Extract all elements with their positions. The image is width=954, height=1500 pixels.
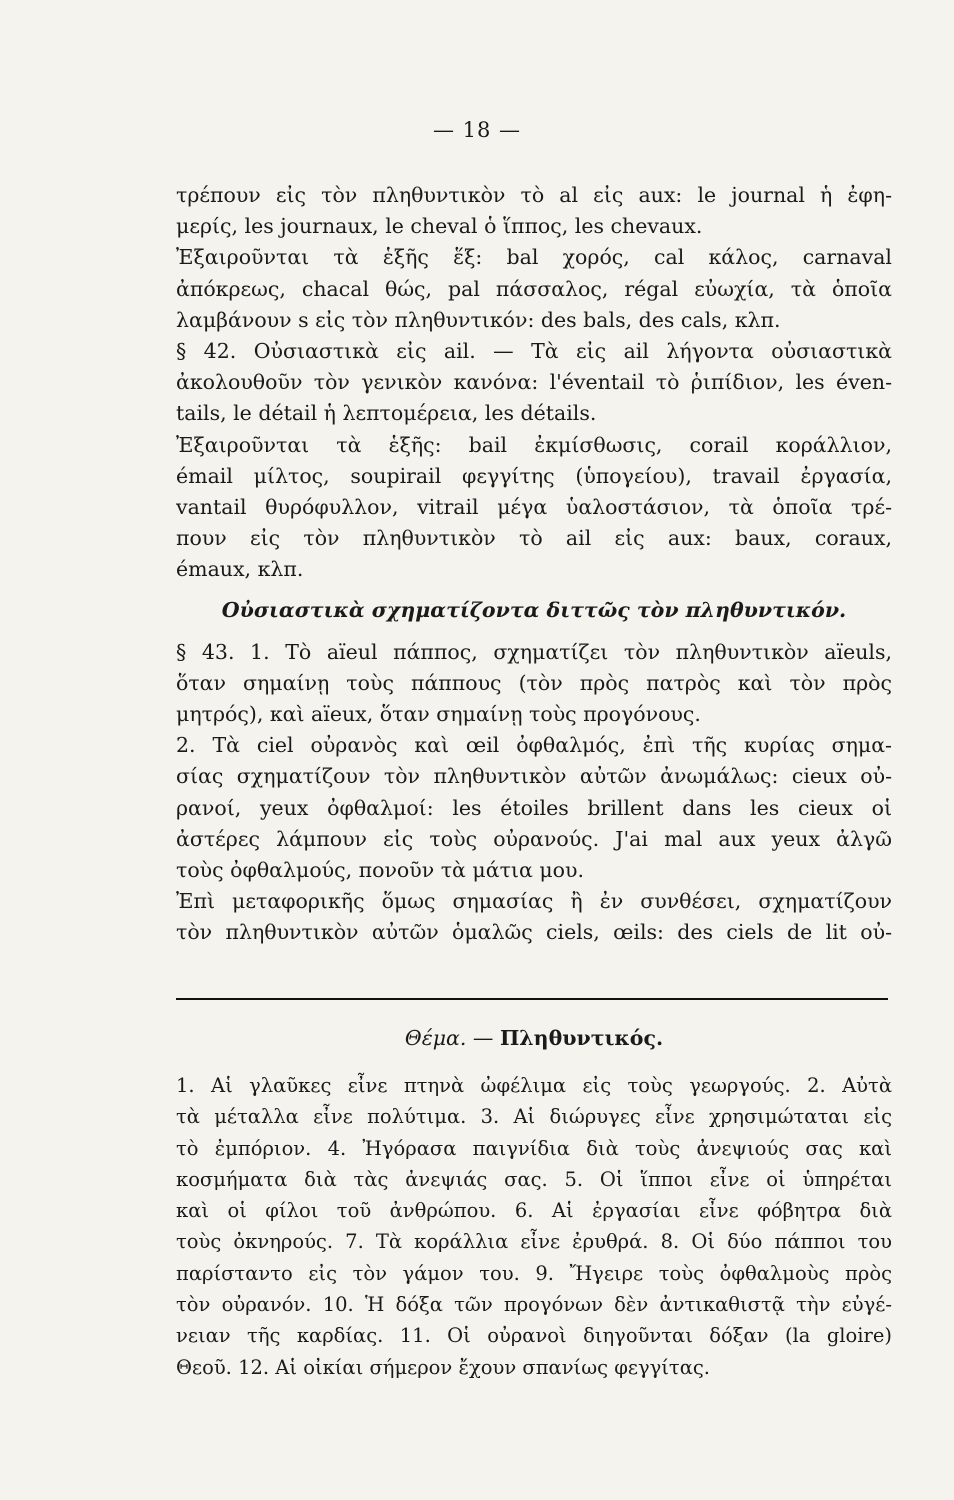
exercise-title-topic: Πληθυντικός. [499,1026,664,1050]
exercise-line: καὶ οἱ φίλοι τοῦ ἀνθρώπου. 6. Αἱ ἐργασίαι εἶνε φόβητρα διὰ [176,1199,892,1223]
section-heading: Οὐσιαστικὰ σχηματίζοντα διττῶς τὸν πληθυντικόν. [221,598,847,623]
text-line: tails, le détail ἡ λεπτομέρεια, les détails. [176,401,597,426]
main-text [176,180,892,949]
exercise-line: τὸ ἐμπόριον. 4. Ἠγόρασα παιγνίδια διὰ τοὺς ἀνεψιούς σας καὶ [176,1136,892,1160]
text-line: λαμβάνουν s εἰς τὸν πληθυντικόν: des bals, des cals, κλπ. [176,307,781,332]
text-line: τρέπουν εἰς τὸν πληθυντικὸν τὸ al εἰς aux: le journal ἡ ἐφη- [176,183,892,207]
text-line: § 43. 1. Τὸ aïeul πάππος, σχηματίζει τὸν πληθυντικὸν aïeuls, [176,639,892,664]
page-number: — 18 — [432,118,522,142]
text-line: Ἐξαιροῦνται τὰ ἑξῆς ἕξ: bal χορός, cal κάλος, carnaval [176,245,892,270]
text-line: τοὺς ὀφθαλμούς, πονοῦν τὰ μάτια μου. [176,857,584,882]
text-line: Ἐπὶ μεταφορικῆς ὅμως σημασίας ἢ ἐν συνθέσει, σχηματίζουν [176,889,892,914]
text-line: ὅταν σημαίνῃ τοὺς πάππους (τὸν πρὸς πατρὸς καὶ τὸν πρὸς [176,670,892,695]
text-line: πουν εἰς τὸν πληθυντικὸν τὸ ail εἰς aux: baux, coraux, [176,526,892,551]
text-line: Ἐξαιροῦνται τὰ ἑξῆς: bail ἐκμίσθωσις, corail κοράλλιον, [176,432,892,457]
text-line: μητρός), καὶ aïeux, ὅταν σημαίνῃ τοὺς προγόνους. [176,702,701,726]
text-line: 2. Τὰ ciel οὐρανὸς καὶ œil ὀφθαλμός, ἐπὶ τῆς κυρίας σημα- [176,733,892,758]
text-line: σίας σχηματίζουν τὸν πληθυντικὸν αὐτῶν ἀνωμάλως: cieux οὐ- [176,764,892,789]
exercise-line: τὰ μέταλλα εἶνε πολύτιμα. 3. Αἱ διώρυγες εἶνε χρησιμώταται εἰς [176,1105,892,1129]
text-line: émaux, κλπ. [176,557,304,582]
exercise-line: νειαν τῆς καρδίας. 11. Οἱ οὐρανοὶ διηγοῦνται δόξαν (la gloire) [176,1324,892,1348]
exercise-line: Θεοῦ. 12. Αἱ οἰκίαι σήμερον ἔχουν σπανίως φεγγίτας. [176,1355,711,1379]
exercise-title-dash: — [466,1026,500,1050]
text-line: émail μίλτος, soupirail φεγγίτης (ὑπογείου), travail ἐργασία, [176,463,892,488]
exercise-title-word: Θέμα. [404,1026,467,1050]
text-line: ρανοί, yeux ὀφθαλμοί: les étoiles brillent dans les cieux οἱ [176,795,892,820]
exercise-title [176,1023,892,1054]
text-line: § 42. Οὐσιαστικὰ εἰς ail. — Τὰ εἰς ail λήγοντα οὐσιαστικὰ [176,338,892,363]
exercise-line: 1. Αἱ γλαῦκες εἶνε πτηνὰ ὠφέλιμα εἰς τοὺς γεωργούς. 2. Αὐτὰ [176,1074,892,1097]
divider-rule [176,998,888,1000]
exercise-line: κοσμήματα διὰ τὰς ἀνεψιάς σας. 5. Οἱ ἵπποι εἶνε οἱ ὑπηρέται [176,1167,892,1191]
exercise-line: τὸν οὐρανόν. 10. Ἡ δόξα τῶν προγόνων δὲν ἀντικαθιστᾷ τὴν εὐγέ- [176,1293,892,1317]
text-line: τὸν πληθυντικὸν αὐτῶν ὁμαλῶς ciels, œils: des ciels de lit οὐ- [176,920,892,945]
text-line: vantail θυρόφυλλον, vitrail μέγα ὑαλοστάσιον, τὰ ὁποῖα τρέ- [176,494,892,519]
text-line: ἀπόκρεως, chacal θώς, pal πάσσαλος, régal εὐωχία, τὰ ὁποῖα [176,276,892,301]
exercise-section [176,1023,892,1383]
exercise-line: τοὺς ὀκνηρούς. 7. Τὰ κοράλλια εἶνε ἐρυθρά. 8. Οἱ δύο πάπποι του [176,1230,892,1254]
text-line: ἀκολουθοῦν τὸν γενικὸν κανόνα: l'éventail τὸ ῥιπίδιον, les éven- [176,370,892,395]
text-line: ἀστέρες λάμπουν εἰς τοὺς οὐρανούς. J'ai mal aux yeux ἀλγῶ [176,826,892,851]
exercise-line: παρίσταντο εἰς τὸν γάμον του. 9. Ἤγειρε τοὺς ὀφθαλμοὺς πρὸς [176,1261,892,1285]
text-line: μερίς, les journaux, le cheval ὁ ἵππος, les chevaux. [176,214,703,239]
